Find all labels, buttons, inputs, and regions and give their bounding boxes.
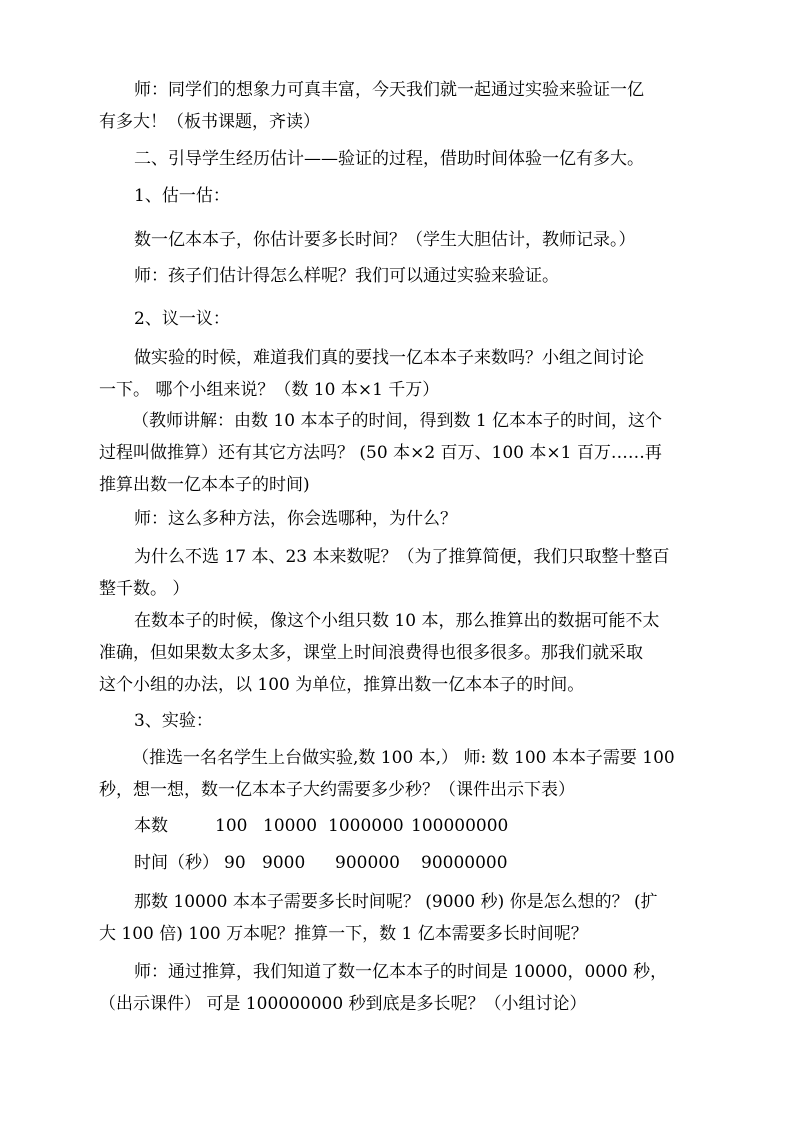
table-cell: 90 [224,853,246,873]
paragraph-estimate-question [99,224,744,256]
text-line: 3、实验： [134,711,213,731]
paragraph-discuss [99,342,744,406]
text-line: 这个小组的办法，以 100 为单位，推算出数一亿本本子的时间。 [99,675,585,695]
paragraph-ten-thousand [99,886,744,950]
table-cell: 1000000 [328,816,404,836]
paragraph-teacher-verify [99,260,744,292]
table-row-label: 时间（秒） [134,853,219,873]
text-line: 2、议一议： [134,309,230,329]
text-line: 那数 10000 本本子需要多长时间呢？ (9000 秒) 你是怎么想的？ (扩 [134,892,658,912]
table-row-label: 本数 [134,816,168,836]
text-line: 数一亿本本子，你估计要多长时间？（学生大胆估计，教师记录。） [134,230,636,250]
table-cell: 9000 [262,853,306,873]
text-line: 过程叫做推算）还有其它方法吗？ (50 本×2 百万、100 本×1 百万……再 [99,443,662,463]
table-cell: 100000000 [411,816,509,836]
paragraph-accuracy [99,605,744,701]
text-line: 在数本子的时候，像这个小组只数 10 本，那么推算出的数据可能不太 [134,611,660,631]
text-line: 师：孩子们估计得怎么样呢？我们可以通过实验来验证。 [134,266,559,286]
paragraph-experiment [99,742,742,806]
subheading-estimate [99,180,744,212]
table-cell: 10000 [263,816,318,836]
text-line: 师：这么多种方法，你会选哪种，为什么？ [134,509,457,529]
paragraph-why-not [99,541,744,605]
paragraph-which-method [99,503,744,535]
text-line: 为什么不选 17 本、23 本来数呢？（为了推算简便，我们只取整十整百 [134,547,670,567]
text-line: 做实验的时候，难道我们真的要找一亿本本子来数吗？小组之间讨论 [134,348,644,368]
table-cell: 90000000 [421,853,508,873]
text-line: 一下。 哪个小组来说？（数 10 本×1 千万） [99,380,440,400]
text-line: 秒，想一想，数一亿本本子大约需要多少秒？（课件出示下表） [99,780,575,800]
text-line: 准确，但如果数太多太多，课堂上时间浪费得也很多很多。那我们就采取 [99,643,643,663]
text-line: 师：通过推算，我们知道了数一亿本本子的时间是 10000，0000 秒， [134,962,668,982]
table-cell: 100 [215,816,248,836]
text-line: （教师讲解：由数 10 本本子的时间，得到数 1 亿本本子的时间，这个 [132,411,663,431]
text-line: （出示课件） 可是 100000000 秒到底是多长呢？（小组讨论） [99,994,587,1014]
text-line: 1、估一估： [134,186,230,206]
paragraph-teacher-explain [99,405,742,501]
text-line: 大 100 倍) 100 万本呢？推算一下，数 1 亿本需要多长时间呢？ [99,924,588,944]
table-cell: 900000 [335,853,400,873]
subheading-discuss [99,303,744,335]
paragraph-conclusion [99,956,744,1020]
text-line: 师：同学们的想象力可真丰富，今天我们就一起通过实验来验证一亿 [134,80,644,100]
paragraph-1 [99,74,744,138]
text-line: 推算出数一亿本本子的时间) [99,475,310,495]
text-line: 二、引导学生经历估计——验证的过程，借助时间体验一亿有多大。 [134,149,644,169]
text-line: 有多大！（板书课题，齐读） [99,112,320,132]
subheading-experiment [99,705,744,737]
text-line: （推选一名名学生上台做实验,数 100 本,） 师: 数 100 本本子需要 100 [132,748,675,768]
section-heading-2 [99,143,744,175]
text-line: 整千数。 ） [99,579,190,599]
